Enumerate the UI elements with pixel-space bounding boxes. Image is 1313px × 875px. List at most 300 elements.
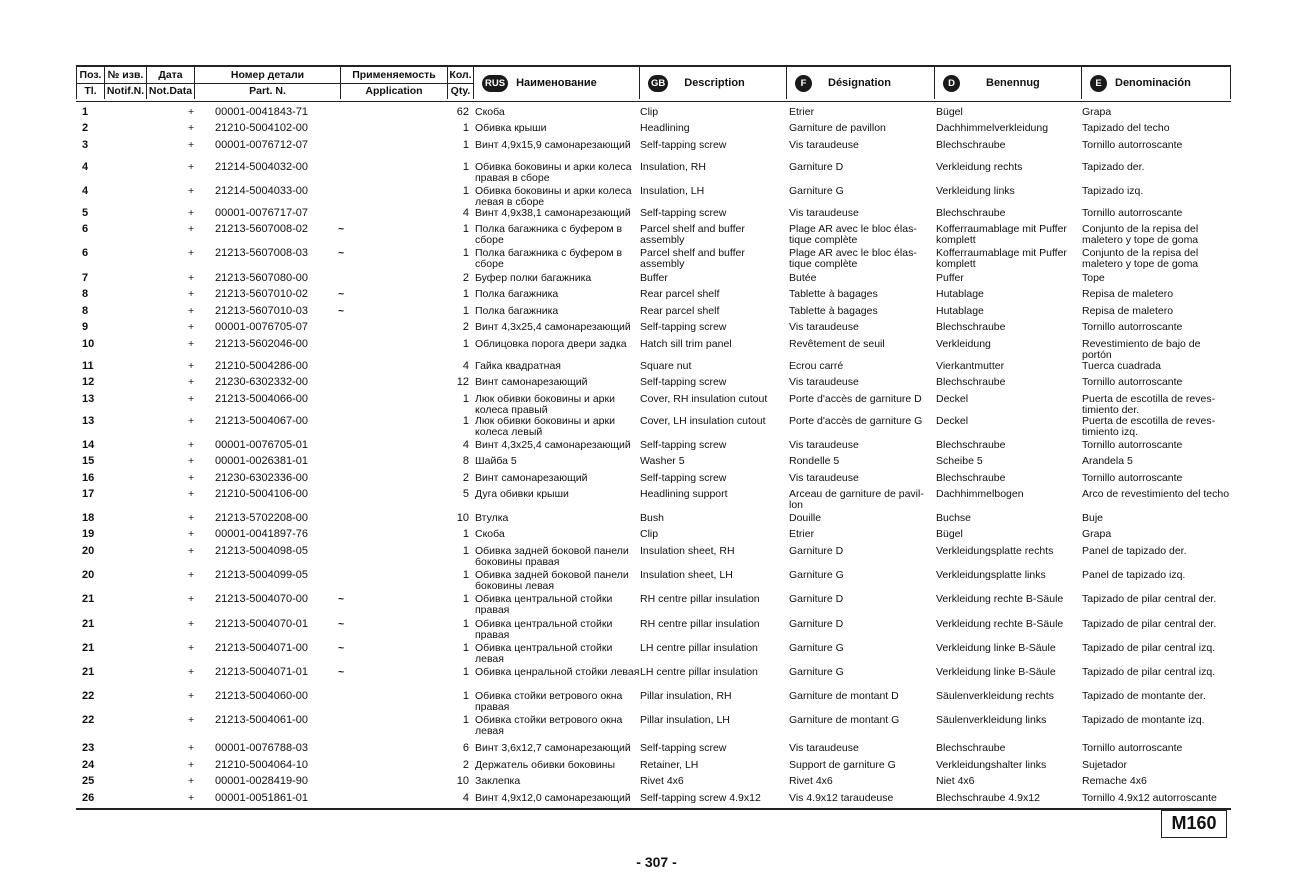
- name-russian: Дуга обивки крыши: [475, 488, 569, 500]
- description-english: Buffer: [640, 272, 668, 284]
- part-number: 21213-5004070-01: [215, 618, 308, 630]
- part-number: 00001-0076788-03: [215, 742, 308, 754]
- benennung-german: Bügel: [936, 106, 963, 118]
- designation-french: Vis taraudeuse: [789, 742, 859, 754]
- benennung-german: Hutablage: [936, 288, 984, 300]
- designation-french: Vis taraudeuse: [789, 376, 859, 388]
- part-number: 00001-0041843-71: [215, 106, 308, 118]
- designation-french: Rondelle 5: [789, 455, 840, 467]
- quantity: 1: [462, 714, 469, 726]
- header-notif-ru: № изв.: [105, 67, 146, 84]
- position-number: 7: [82, 272, 89, 284]
- designation-french: Garniture G: [789, 185, 844, 197]
- description-english: Pillar insulation, RH: [640, 690, 732, 702]
- header-date: [146, 67, 194, 99]
- designation-french: Vis taraudeuse: [789, 207, 859, 219]
- header-russian-label: Наименование: [516, 77, 597, 89]
- description-english: Cover, RH insulation cutout: [640, 393, 768, 405]
- header-application: [340, 67, 447, 99]
- benennung-german: Kofferraumablage mit Puffer komplett: [936, 223, 1067, 246]
- name-russian: Винт 4,9x15,9 самонарезающий: [475, 139, 631, 151]
- name-russian: Буфер полки багажника: [475, 272, 592, 284]
- header-french-label: Désignation: [828, 77, 891, 89]
- parts-catalog-page: [76, 65, 1231, 804]
- part-number: 00001-0026381-01: [215, 455, 308, 467]
- benennung-german: Dachhimmelbogen: [936, 488, 1024, 500]
- description-english: LH centre pillar insulation: [640, 642, 758, 654]
- name-russian: Винт 4,3x25,4 самонарезающий: [475, 321, 631, 333]
- designation-french: Porte d'accès de garniture D: [789, 393, 922, 405]
- designation-french: Ecrou carré: [789, 360, 844, 372]
- quantity: 1: [462, 305, 469, 317]
- status-mark: +: [188, 714, 195, 726]
- designation-french: Revêtement de seuil: [789, 338, 885, 350]
- denominacion-spanish: Tapizado de montante izq.: [1082, 714, 1205, 726]
- name-russian: Винт 3,6x12,7 самонарезающий: [475, 742, 631, 754]
- designation-french: Garniture G: [789, 666, 844, 678]
- designation-french: Vis taraudeuse: [789, 439, 859, 451]
- benennung-german: Verkleidungsplatte links: [936, 569, 1046, 581]
- designation-french: Plage AR avec le bloc élas-tique complète: [789, 223, 917, 246]
- description-english: Insulation, RH: [640, 161, 706, 173]
- denominacion-spanish: Tornillo autorroscante: [1082, 439, 1183, 451]
- position-number: 25: [82, 775, 95, 787]
- denominacion-spanish: Buje: [1082, 512, 1104, 524]
- part-number: 21213-5004066-00: [215, 393, 308, 405]
- quantity: 1: [462, 393, 469, 405]
- quantity: 4: [462, 360, 469, 372]
- designation-french: Garniture de montant G: [789, 714, 900, 726]
- description-english: Insulation sheet, RH: [640, 545, 735, 557]
- denominacion-spanish: Tornillo autorroscante: [1082, 376, 1183, 388]
- position-number: 10: [82, 338, 95, 350]
- header-german: [934, 67, 1081, 99]
- description-english: Self-tapping screw: [640, 321, 727, 333]
- quantity: 5: [462, 488, 469, 500]
- position-number: 5: [82, 207, 89, 219]
- description-english: Self-tapping screw: [640, 207, 727, 219]
- designation-french: Tablette à bagages: [789, 305, 878, 317]
- part-number: 21230-6302332-00: [215, 376, 308, 388]
- designation-french: Rivet 4x6: [789, 775, 833, 787]
- benennung-german: Vierkantmutter: [936, 360, 1005, 372]
- quantity: 2: [462, 272, 469, 284]
- status-mark: +: [188, 139, 195, 151]
- designation-french: Garniture D: [789, 593, 844, 605]
- name-russian: Втулка: [475, 512, 509, 524]
- name-russian: Обивка задней боковой панели боковины левая: [475, 569, 629, 592]
- denominacion-spanish: Revestimiento de bajo de portón: [1082, 338, 1201, 361]
- status-mark: +: [188, 618, 195, 630]
- description-english: Self-tapping screw: [640, 139, 727, 151]
- status-mark: +: [188, 106, 195, 118]
- name-russian: Обивка центральной стойки правая: [475, 593, 613, 616]
- part-number: 00001-0076705-01: [215, 439, 308, 451]
- status-mark: +: [188, 759, 195, 771]
- quantity: 1: [462, 528, 469, 540]
- quantity: 4: [462, 439, 469, 451]
- header-part-ru: Номер детали: [195, 67, 340, 84]
- english-flag-icon: GB: [648, 75, 668, 92]
- benennung-german: Verkleidung rechte B-Säule: [936, 618, 1064, 630]
- name-russian: Обивка стойки ветрового окна правая: [475, 690, 623, 713]
- benennung-german: Blechschraube: [936, 207, 1006, 219]
- header-pos-en: Tl.: [84, 85, 97, 97]
- position-number: 17: [82, 488, 95, 500]
- benennung-german: Verkleidung linke B-Säule: [936, 642, 1056, 654]
- quantity: 1: [462, 642, 469, 654]
- quantity: 6: [462, 742, 469, 754]
- quantity: 1: [462, 139, 469, 151]
- designation-french: Vis 4.9x12 taraudeuse: [789, 792, 894, 804]
- designation-french: Garniture de montant D: [789, 690, 899, 702]
- description-english: Pillar insulation, LH: [640, 714, 730, 726]
- quantity: 10: [456, 512, 469, 524]
- name-russian: Люк обивки боковины и арки колеса правый: [475, 393, 615, 416]
- quantity: 1: [462, 247, 469, 259]
- benennung-german: Verkleidung links: [936, 185, 1015, 197]
- description-english: Bush: [640, 512, 664, 524]
- description-english: Headlining support: [640, 488, 728, 500]
- benennung-german: Säulenverkleidung links: [936, 714, 1047, 726]
- benennung-german: Verkleidung linke B-Säule: [936, 666, 1056, 678]
- name-russian: Обивка задней боковой панели боковины правая: [475, 545, 629, 568]
- header-date-en: Not.Data: [148, 85, 193, 97]
- designation-french: Vis taraudeuse: [789, 321, 859, 333]
- benennung-german: Verkleidung rechte B-Säule: [936, 593, 1064, 605]
- position-number: 22: [82, 690, 95, 702]
- name-russian: Полка багажника: [475, 288, 559, 300]
- status-mark: +: [188, 545, 195, 557]
- status-mark: +: [188, 207, 195, 219]
- header-pos: [76, 67, 104, 99]
- position-number: 18: [82, 512, 95, 524]
- description-english: Cover, LH insulation cutout: [640, 415, 766, 427]
- position-number: 3: [82, 139, 89, 151]
- position-number: 15: [82, 455, 95, 467]
- status-mark: +: [188, 742, 195, 754]
- description-english: RH centre pillar insulation: [640, 593, 760, 605]
- designation-french: Douille: [789, 512, 822, 524]
- description-english: Square nut: [640, 360, 692, 372]
- description-english: Self-tapping screw: [640, 439, 727, 451]
- status-mark: +: [188, 122, 195, 134]
- part-number: 00001-0041897-76: [215, 528, 308, 540]
- status-mark: +: [188, 528, 195, 540]
- quantity: 4: [462, 207, 469, 219]
- quantity: 2: [462, 759, 469, 771]
- status-mark: +: [188, 666, 195, 678]
- part-number: 21213-5602046-00: [215, 338, 308, 350]
- part-number: 00001-0076712-07: [215, 139, 308, 151]
- quantity: 1: [462, 569, 469, 581]
- description-english: Rear parcel shelf: [640, 288, 720, 300]
- description-english: Retainer, LH: [640, 759, 699, 771]
- status-mark: +: [188, 161, 195, 173]
- header-english-label: Description: [684, 77, 745, 89]
- part-number: 21213-5607010-03: [215, 305, 308, 317]
- header-notif-en: Notif.N.: [106, 85, 145, 97]
- denominacion-spanish: Tuerca cuadrada: [1082, 360, 1161, 372]
- quantity: 1: [462, 122, 469, 134]
- name-russian: Скоба: [475, 106, 505, 118]
- header-french: [786, 67, 934, 99]
- benennung-german: Deckel: [936, 393, 969, 405]
- description-english: Rear parcel shelf: [640, 305, 720, 317]
- position-number: 6: [82, 247, 89, 259]
- description-english: Washer 5: [640, 455, 685, 467]
- denominacion-spanish: Panel de tapizado der.: [1082, 545, 1187, 557]
- description-english: Parcel shelf and buffer assembly: [640, 223, 745, 246]
- benennung-german: Buchse: [936, 512, 972, 524]
- quantity: 2: [462, 321, 469, 333]
- position-number: 19: [82, 528, 95, 540]
- status-mark: +: [188, 321, 195, 333]
- designation-french: Support de garniture G: [789, 759, 896, 771]
- position-number: 26: [82, 792, 95, 804]
- position-number: 21: [82, 618, 95, 630]
- quantity: 12: [456, 376, 469, 388]
- position-number: 22: [82, 714, 95, 726]
- part-number: 00001-0076717-07: [215, 207, 308, 219]
- quantity: 1: [462, 185, 469, 197]
- designation-french: Garniture de pavillon: [789, 122, 886, 134]
- name-russian: Гайка квадратная: [475, 360, 561, 372]
- designation-french: Porte d'accès de garniture G: [789, 415, 923, 427]
- status-mark: +: [188, 360, 195, 372]
- designation-french: Etrier: [789, 528, 815, 540]
- position-number: 13: [82, 415, 95, 427]
- denominacion-spanish: Panel de tapizado izq.: [1082, 569, 1186, 581]
- denominacion-spanish: Grapa: [1082, 106, 1112, 118]
- benennung-german: Verkleidungshalter links: [936, 759, 1047, 771]
- benennung-german: Hutablage: [936, 305, 984, 317]
- designation-french: Garniture G: [789, 569, 844, 581]
- denominacion-spanish: Repisa de maletero: [1082, 305, 1174, 317]
- quantity: 4: [462, 792, 469, 804]
- quantity: 2: [462, 472, 469, 484]
- status-mark: +: [188, 488, 195, 500]
- name-russian: Обивка центральной стойки левая: [475, 642, 613, 665]
- quantity: 10: [456, 775, 469, 787]
- application-mark: ~: [338, 288, 345, 300]
- russian-flag-icon: RUS: [482, 75, 508, 92]
- application-mark: ~: [338, 618, 345, 630]
- denominacion-spanish: Grapa: [1082, 528, 1112, 540]
- name-russian: Полка багажника: [475, 305, 559, 317]
- name-russian: Обивка крыши: [475, 122, 547, 134]
- name-russian: Облицовка порога двери задка: [475, 338, 627, 350]
- position-number: 20: [82, 569, 95, 581]
- status-mark: +: [188, 690, 195, 702]
- header-part-en: Part. N.: [249, 85, 286, 97]
- part-number: 21213-5607080-00: [215, 272, 308, 284]
- denominacion-spanish: Arco de revestimiento del techo: [1082, 488, 1230, 500]
- description-english: Self-tapping screw 4.9x12: [640, 792, 761, 804]
- description-english: LH centre pillar insulation: [640, 666, 758, 678]
- header-qty-ru: Кол.: [448, 67, 473, 84]
- benennung-german: Blechschraube: [936, 472, 1006, 484]
- position-number: 9: [82, 321, 89, 333]
- description-english: Parcel shelf and buffer assembly: [640, 247, 745, 270]
- part-number: 21213-5607008-03: [215, 247, 308, 259]
- model-code-box: M160: [1161, 810, 1227, 838]
- part-number: 21213-5607008-02: [215, 223, 308, 235]
- application-mark: ~: [338, 247, 345, 259]
- part-number: 21213-5607010-02: [215, 288, 308, 300]
- denominacion-spanish: Tapizado der.: [1082, 161, 1145, 173]
- part-number: 21213-5004098-05: [215, 545, 308, 557]
- name-russian: Обивка боковины и арки колеса правая в сборе: [475, 161, 632, 184]
- header-application-en: Application: [365, 85, 423, 97]
- description-english: Clip: [640, 528, 659, 540]
- header-part-number: [194, 67, 340, 99]
- spanish-flag-icon: E: [1090, 75, 1107, 92]
- part-number: 00001-0051861-01: [215, 792, 308, 804]
- position-number: 14: [82, 439, 95, 451]
- designation-french: Garniture D: [789, 545, 844, 557]
- name-russian: Люк обивки боковины и арки колеса левый: [475, 415, 615, 438]
- position-number: 21: [82, 666, 95, 678]
- denominacion-spanish: Conjunto de la repisa del maletero y tope de goma: [1082, 223, 1199, 246]
- quantity: 62: [456, 106, 469, 118]
- header-spanish-label: Denominación: [1115, 77, 1191, 89]
- quantity: 1: [462, 288, 469, 300]
- application-mark: ~: [338, 305, 345, 317]
- header-russian: [473, 67, 639, 99]
- designation-french: Garniture G: [789, 642, 844, 654]
- application-mark: ~: [338, 642, 345, 654]
- part-number: 00001-0076705-07: [215, 321, 308, 333]
- quantity: 1: [462, 666, 469, 678]
- denominacion-spanish: Tornillo autorroscante: [1082, 321, 1183, 333]
- position-number: 21: [82, 593, 95, 605]
- french-flag-icon: F: [795, 75, 812, 92]
- denominacion-spanish: Tope: [1082, 272, 1105, 284]
- part-number: 21213-5004071-01: [215, 666, 308, 678]
- position-number: 24: [82, 759, 95, 771]
- benennung-german: Deckel: [936, 415, 969, 427]
- application-mark: ~: [338, 666, 345, 678]
- position-number: 2: [82, 122, 89, 134]
- status-mark: +: [188, 338, 195, 350]
- name-russian: Винт 4,9x38,1 самонарезающий: [475, 207, 631, 219]
- description-english: Self-tapping screw: [640, 376, 727, 388]
- denominacion-spanish: Tapizado de pilar central der.: [1082, 618, 1217, 630]
- denominacion-spanish: Puerta de escotilla de reves-timiento izq.: [1082, 415, 1216, 438]
- table-header: [76, 65, 1231, 102]
- header-german-label: Benennug: [986, 77, 1040, 89]
- name-russian: Обивка боковины и арки колеса левая в сборе: [475, 185, 632, 208]
- status-mark: +: [188, 272, 195, 284]
- denominacion-spanish: Tornillo autorroscante: [1082, 207, 1183, 219]
- designation-french: Tablette à bagages: [789, 288, 878, 300]
- status-mark: +: [188, 376, 195, 388]
- header-qty: [447, 67, 473, 99]
- name-russian: Обивка ценральной стойки левая: [475, 666, 640, 678]
- benennung-german: Säulenverkleidung rechts: [936, 690, 1054, 702]
- position-number: 8: [82, 288, 89, 300]
- quantity: 1: [462, 223, 469, 235]
- designation-french: Vis taraudeuse: [789, 472, 859, 484]
- name-russian: Заклепка: [475, 775, 521, 787]
- denominacion-spanish: Tapizado izq.: [1082, 185, 1144, 197]
- quantity: 1: [462, 415, 469, 427]
- denominacion-spanish: Tapizado de pilar central der.: [1082, 593, 1217, 605]
- header-spanish: [1081, 67, 1231, 99]
- status-mark: +: [188, 472, 195, 484]
- quantity: 1: [462, 593, 469, 605]
- header-date-ru: Дата: [147, 67, 194, 84]
- status-mark: +: [188, 642, 195, 654]
- benennung-german: Verkleidung rechts: [936, 161, 1023, 173]
- name-russian: Обивка центральной стойки правая: [475, 618, 613, 641]
- part-number: 21213-5004070-00: [215, 593, 308, 605]
- denominacion-spanish: Tornillo autorroscante: [1082, 139, 1183, 151]
- part-number: 21210-5004064-10: [215, 759, 308, 771]
- position-number: 4: [82, 161, 89, 173]
- benennung-german: Blechschraube: [936, 139, 1006, 151]
- position-number: 12: [82, 376, 95, 388]
- benennung-german: Blechschraube: [936, 742, 1006, 754]
- benennung-german: Scheibe 5: [936, 455, 983, 467]
- position-number: 6: [82, 223, 89, 235]
- status-mark: +: [188, 223, 195, 235]
- designation-french: Garniture D: [789, 618, 844, 630]
- designation-french: Plage AR avec le bloc élas-tique complète: [789, 247, 917, 270]
- part-number: 21213-5004099-05: [215, 569, 308, 581]
- description-english: Self-tapping screw: [640, 742, 727, 754]
- denominacion-spanish: Conjunto de la repisa del maletero y tope de goma: [1082, 247, 1199, 270]
- designation-french: Butée: [789, 272, 817, 284]
- description-english: Self-tapping screw: [640, 472, 727, 484]
- name-russian: Полка багажника с буфером в сборе: [475, 223, 623, 246]
- part-number: 21213-5004060-00: [215, 690, 308, 702]
- benennung-german: Blechschraube: [936, 376, 1006, 388]
- part-number: 21213-5004067-00: [215, 415, 308, 427]
- description-english: Headlining: [640, 122, 690, 134]
- benennung-german: Verkleidungsplatte rechts: [936, 545, 1054, 557]
- benennung-german: Verkleidung: [936, 338, 991, 350]
- status-mark: +: [188, 305, 195, 317]
- status-mark: +: [188, 393, 195, 405]
- position-number: 21: [82, 642, 95, 654]
- part-number: 21213-5004061-00: [215, 714, 308, 726]
- status-mark: +: [188, 288, 195, 300]
- name-russian: Винт самонарезающий: [475, 376, 588, 388]
- benennung-german: Blechschraube: [936, 439, 1006, 451]
- part-number: 21230-6302336-00: [215, 472, 308, 484]
- position-number: 16: [82, 472, 95, 484]
- quantity: 1: [462, 545, 469, 557]
- designation-french: Etrier: [789, 106, 815, 118]
- quantity: 1: [462, 690, 469, 702]
- name-russian: Шайба 5: [475, 455, 517, 467]
- denominacion-spanish: Tornillo autorroscante: [1082, 472, 1183, 484]
- status-mark: +: [188, 415, 195, 427]
- german-flag-icon: D: [943, 75, 960, 92]
- quantity: 1: [462, 161, 469, 173]
- part-number: 21210-5004286-00: [215, 360, 308, 372]
- benennung-german: Blechschraube 4.9x12: [936, 792, 1040, 804]
- table-bottom-rule: [76, 808, 1231, 810]
- denominacion-spanish: Tapizado del techo: [1082, 122, 1170, 134]
- status-mark: +: [188, 185, 195, 197]
- designation-french: Vis taraudeuse: [789, 139, 859, 151]
- status-mark: +: [188, 512, 195, 524]
- position-number: 13: [82, 393, 95, 405]
- part-number: 21210-5004102-00: [215, 122, 308, 134]
